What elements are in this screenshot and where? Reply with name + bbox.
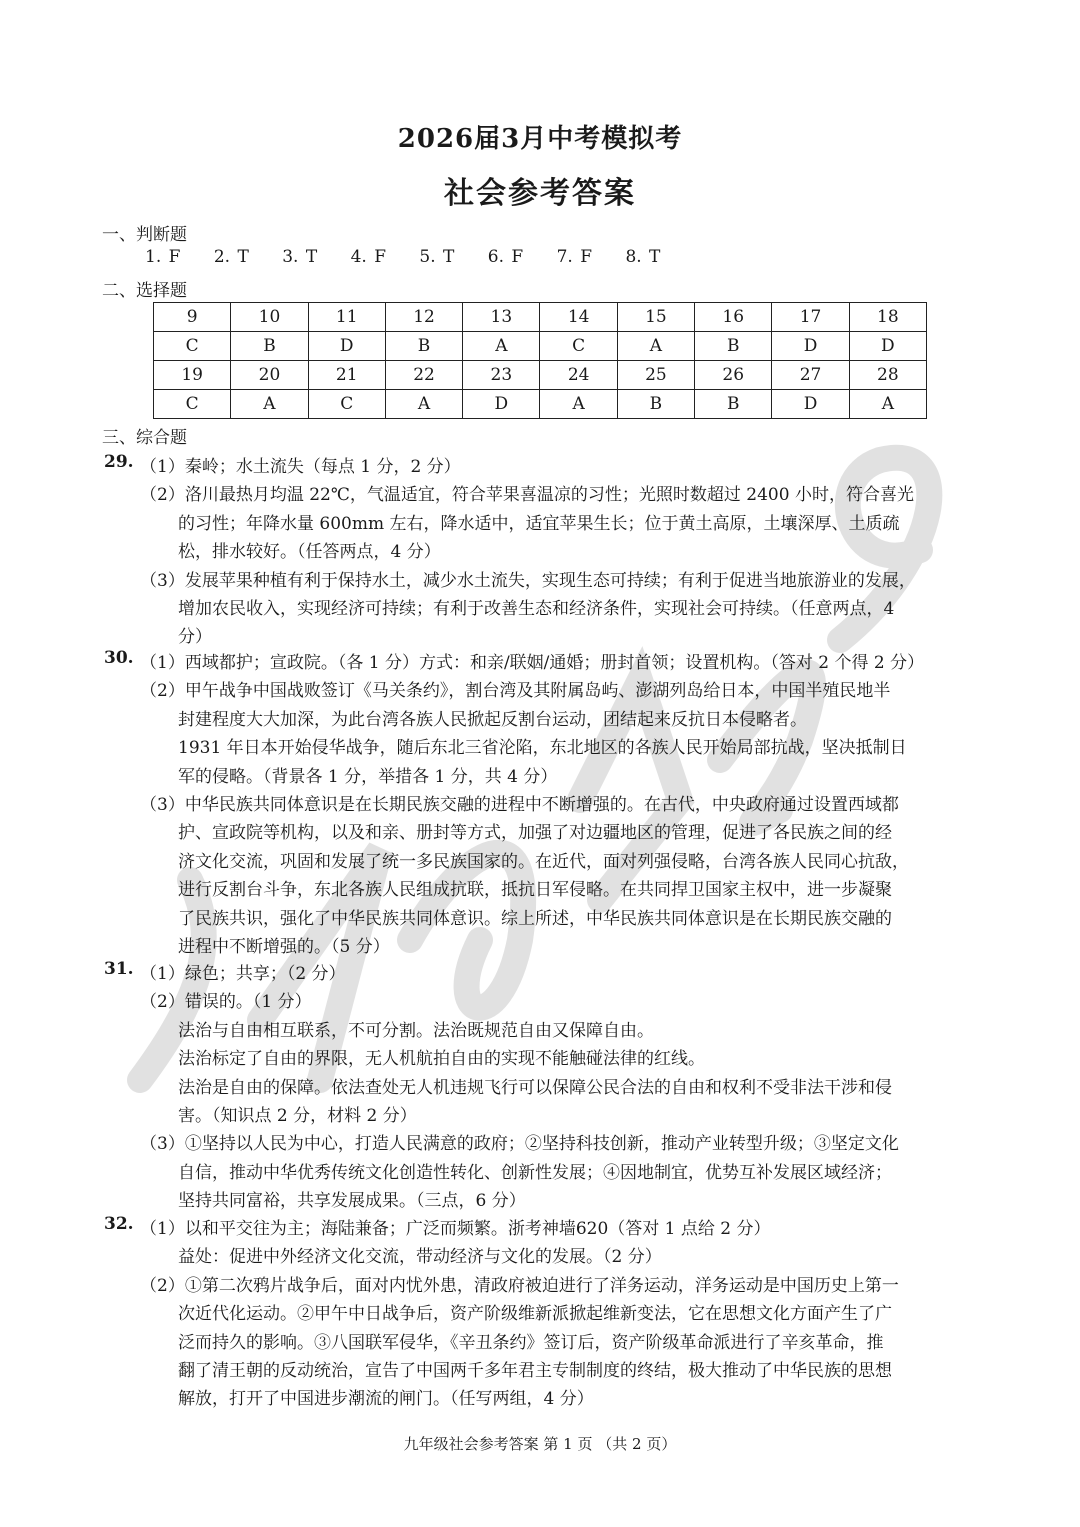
answer-cell: D — [772, 332, 849, 361]
answer-line: 松，排水较好。（任答两点，4 分） — [178, 542, 441, 563]
answer-cell: D — [463, 390, 540, 419]
tf-answer: 8. T — [625, 247, 661, 267]
question-number-cell: 18 — [849, 303, 926, 332]
tf-answer: 7. F — [556, 247, 593, 267]
answer-line: 济文化交流，巩固和发展了统一多民族国家的。在近代，面对列强侵略，台湾各族人民同心抗敌， — [178, 851, 909, 872]
question-number: 31. — [104, 959, 134, 979]
tf-answer: 5. T — [419, 247, 455, 267]
answer-line: 封建程度大大加深，为此台湾各族人民掀起反割台运动，团结起来反抗日本侵略者。 — [178, 709, 807, 730]
answer-cell: C — [154, 332, 231, 361]
question-number: 30. — [104, 648, 134, 668]
answer-line: 的习性；年降水量 600mm 左右，降水适中，适宜苹果生长；位于黄土高原，土壤深厚、土质疏 — [178, 513, 900, 534]
answer-line: 了民族共识，强化了中华民族共同体意识。综上所述，中华民族共同体意识是在长期民族交融的 — [178, 908, 892, 929]
answer-cell: B — [617, 390, 694, 419]
answer-cell: C — [540, 332, 617, 361]
question-number-cell: 21 — [308, 361, 385, 390]
question-number-cell: 27 — [772, 361, 849, 390]
answer-line: （2）①第二次鸦片战争后，面对内忧外患，清政府被迫进行了洋务运动，洋务运动是中国历史上第一 — [140, 1275, 899, 1296]
exam-title: 2026届3月中考模拟考 — [397, 124, 683, 154]
question-number-row — [154, 361, 927, 390]
answer-line: （1）西域都护；宣政院。（各 1 分）方式：和亲/联姻/通婚；册封首领；设置机构。（答对 2 个得 2 分） — [140, 653, 925, 673]
question-number-row — [154, 303, 927, 332]
question-number-cell: 23 — [463, 361, 540, 390]
answer-cell: B — [385, 332, 462, 361]
answer-line: 害。（知识点 2 分，材料 2 分） — [178, 1106, 417, 1126]
question-number-cell: 15 — [617, 303, 694, 332]
question-number-cell: 10 — [231, 303, 308, 332]
answer-line: 次近代化运动。②甲午中日战争后，资产阶级维新派掀起维新变法，它在思想文化方面产生了广 — [178, 1304, 892, 1325]
question-number-cell: 24 — [540, 361, 617, 390]
answer-cell: A — [617, 332, 694, 361]
question-number-cell: 26 — [695, 361, 772, 390]
answer-cell: B — [231, 332, 308, 361]
answer-row — [154, 390, 927, 419]
answer-line: 法治是自由的保障。依法查处无人机违规飞行可以保障公民合法的自由和权利不受非法干涉和侵 — [178, 1077, 892, 1098]
tf-answer: 3. T — [282, 247, 318, 267]
answer-line: （2）洛川最热月均温 22℃，气温适宜，符合苹果喜温凉的习性；光照时数超过 2400 小时，符合喜光 — [140, 485, 914, 506]
answer-cell: B — [695, 332, 772, 361]
part3-heading: 三、综合题 — [102, 428, 187, 448]
answer-line: 法治与自由相互联系，不可分割。法治既规范自由又保障自由。 — [178, 1020, 654, 1041]
answer-cell: A — [385, 390, 462, 419]
answer-line: 军的侵略。（背景各 1 分，举措各 1 分，共 4 分） — [178, 766, 558, 787]
question-number: 32. — [104, 1214, 134, 1234]
question-number-cell: 11 — [308, 303, 385, 332]
answer-line: 护、宣政院等机构，以及和亲、册封等方式，加强了对边疆地区的管理，促进了各民族之间的经 — [178, 823, 892, 844]
answer-cell: C — [308, 390, 385, 419]
part1-heading: 一、判断题 — [102, 225, 187, 245]
answer-line: （3）①坚持以人民为中心，打造人民满意的政府；②坚持科技创新，推动产业转型升级；③坚定文化 — [140, 1134, 899, 1155]
answer-cell: D — [772, 390, 849, 419]
answer-line: 增加农民收入，实现经济可持续；有利于改善生态和经济条件，实现社会可持续。（任意两点，4 — [178, 599, 895, 619]
page-footer: 九年级社会参考答案 第 1 页 （共 2 页） — [403, 1435, 677, 1453]
question-number-cell: 22 — [385, 361, 462, 390]
question-number-cell: 13 — [463, 303, 540, 332]
page-subtitle: 社会参考答案 — [444, 176, 636, 211]
answer-line: （2）错误的。（1 分） — [140, 992, 312, 1013]
answer-cell: A — [540, 390, 617, 419]
answer-line: （1）秦岭；水土流失（每点 1 分，2 分） — [140, 457, 461, 477]
question-number-cell: 17 — [772, 303, 849, 332]
answer-line: 泛而持久的影响。③八国联军侵华，《辛丑条约》签订后，资产阶级革命派进行了辛亥革命，推 — [178, 1332, 884, 1353]
answer-cell: A — [231, 390, 308, 419]
question-number-cell: 20 — [231, 361, 308, 390]
question-number-cell: 9 — [154, 303, 231, 332]
answer-cell: A — [463, 332, 540, 361]
answer-line: （1）绿色；共享；（2 分） — [140, 964, 346, 984]
answer-line: （2）甲午战争中国战败签订《马关条约》，割台湾及其附属岛屿、澎湖列岛给日本，中国半殖民地半 — [140, 681, 891, 702]
answer-cell: B — [695, 390, 772, 419]
question-number-cell: 28 — [849, 361, 926, 390]
answer-line: 翻了清王朝的反动统治，宣告了中国两千多年君主专制制度的终结，极大推动了中华民族的思想 — [178, 1361, 892, 1381]
tf-answer: 1. F — [145, 247, 181, 267]
answer-line: 进行反割台斗争，东北各族人民组成抗联，抵抗日军侵略。在共同捍卫国家主权中，进一步凝聚 — [178, 880, 892, 901]
answer-line: （3）发展苹果种植有利于保持水土，减少水土流失，实现生态可持续；有利于促进当地旅游业的发展， — [140, 570, 916, 591]
tf-answer: 2. T — [213, 247, 249, 267]
answer-cell: C — [154, 390, 231, 419]
answer-line: （3）中华民族共同体意识是在长期民族交融的进程中不断增强的。在古代，中央政府通过设置西域都 — [140, 795, 899, 815]
question-number-cell: 25 — [617, 361, 694, 390]
question-number-cell: 19 — [154, 361, 231, 390]
answer-cell: D — [308, 332, 385, 361]
question-number-cell: 16 — [695, 303, 772, 332]
answer-line: 法治标定了自由的界限，无人机航拍自由的实现不能触碰法律的红线。 — [178, 1049, 705, 1070]
answer-line: 益处：促进中外经济文化交流，带动经济与文化的发展。（2 分） — [178, 1247, 662, 1268]
answer-cell: D — [849, 332, 926, 361]
tf-answer: 4. F — [350, 247, 386, 267]
answer-line: 1931 年日本开始侵华战争，随后东北三省沦陷，东北地区的各族人民开始局部抗战，坚决抵制日 — [178, 738, 907, 759]
answer-line: 解放，打开了中国进步潮流的闸门。（任写两组，4 分） — [178, 1389, 594, 1410]
answer-line: （1）以和平交往为主；海陆兼备；广泛而频繁。浙考神墙620（答对 1 点给 2 分） — [140, 1219, 771, 1239]
question-number-cell: 12 — [385, 303, 462, 332]
answer-cell: A — [849, 390, 926, 419]
part2-heading: 二、选择题 — [102, 281, 187, 301]
answer-line: 分） — [178, 627, 212, 648]
tf-answer: 6. F — [487, 247, 524, 267]
question-number: 29. — [104, 452, 134, 472]
answer-line: 进程中不断增强的。（5 分） — [178, 937, 390, 957]
answer-row — [154, 332, 927, 361]
answer-line: 自信，推动中华优秀传统文化创造性转化、创新性发展；④因地制宜，优势互补发展区域经济； — [178, 1162, 892, 1183]
question-number-cell: 14 — [540, 303, 617, 332]
choice-answer-table — [153, 302, 927, 419]
answer-line: 坚持共同富裕，共享发展成果。（三点，6 分） — [178, 1191, 526, 1212]
true-false-answers — [145, 247, 686, 267]
